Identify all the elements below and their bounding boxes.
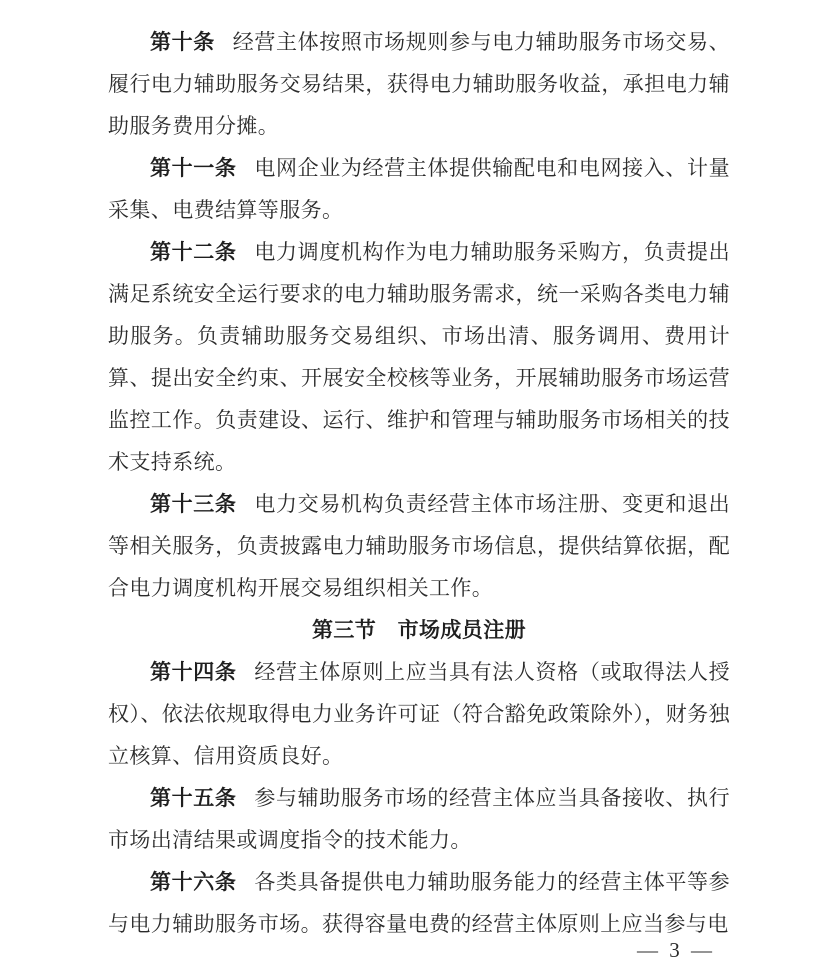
article-paragraph-12 xyxy=(108,231,730,483)
article-10-number: 第十条 xyxy=(150,30,215,54)
article-14-number: 第十四条 xyxy=(150,660,237,684)
article-12-number: 第十二条 xyxy=(150,240,237,264)
article-11-text: 电网企业为经营主体提供输配电和电网接入、计量采集、电费结算等服务。 xyxy=(108,156,730,222)
section-heading: 第三节 市场成员注册 xyxy=(312,618,526,642)
article-paragraph-13 xyxy=(108,483,730,609)
article-paragraph-15 xyxy=(108,777,730,861)
article-14-text: 经营主体原则上应当具有法人资格（或取得法人授权）、依法依规取得电力业务许可证（符合豁免政策除外），财务独立核算、信用资质良好。 xyxy=(108,660,730,768)
page-number: — 3 — xyxy=(637,938,715,962)
article-13-text: 电力交易机构负责经营主体市场注册、变更和退出等相关服务，负责披露电力辅助服务市场信息，提供结算依据，配合电力调度机构开展交易组织相关工作。 xyxy=(108,492,730,600)
article-16-number: 第十六条 xyxy=(150,870,237,894)
article-11-number: 第十一条 xyxy=(150,156,237,180)
article-paragraph-11 xyxy=(108,147,730,231)
article-paragraph-10 xyxy=(108,21,730,147)
article-15-text: 参与辅助服务市场的经营主体应当具备接收、执行市场出清结果或调度指令的技术能力。 xyxy=(108,786,730,852)
article-13-number: 第十三条 xyxy=(150,492,237,516)
article-15-number: 第十五条 xyxy=(150,786,237,810)
article-12-text: 电力调度机构作为电力辅助服务采购方，负责提出满足系统安全运行要求的电力辅助服务需求，统一采购各类电力辅助服务。负责辅助服务交易组织、市场出清、服务调用、费用计算、提出安全约束、开展安全校核等业务，开展辅助服务市场运营监控工作。负责建设、运行、维护和管理与辅助服务市场相关的技术支持系统。 xyxy=(108,240,730,474)
article-paragraph-14 xyxy=(108,651,730,777)
document-body xyxy=(108,21,730,945)
article-paragraph-16 xyxy=(108,861,730,945)
article-16-text: 各类具备提供电力辅助服务能力的经营主体平等参与电力辅助服务市场。获得容量电费的经营主体原则上应当参与电 xyxy=(108,870,730,936)
article-10-text: 经营主体按照市场规则参与电力辅助服务市场交易、履行电力辅助服务交易结果，获得电力辅助服务收益，承担电力辅助服务费用分摊。 xyxy=(108,30,730,138)
